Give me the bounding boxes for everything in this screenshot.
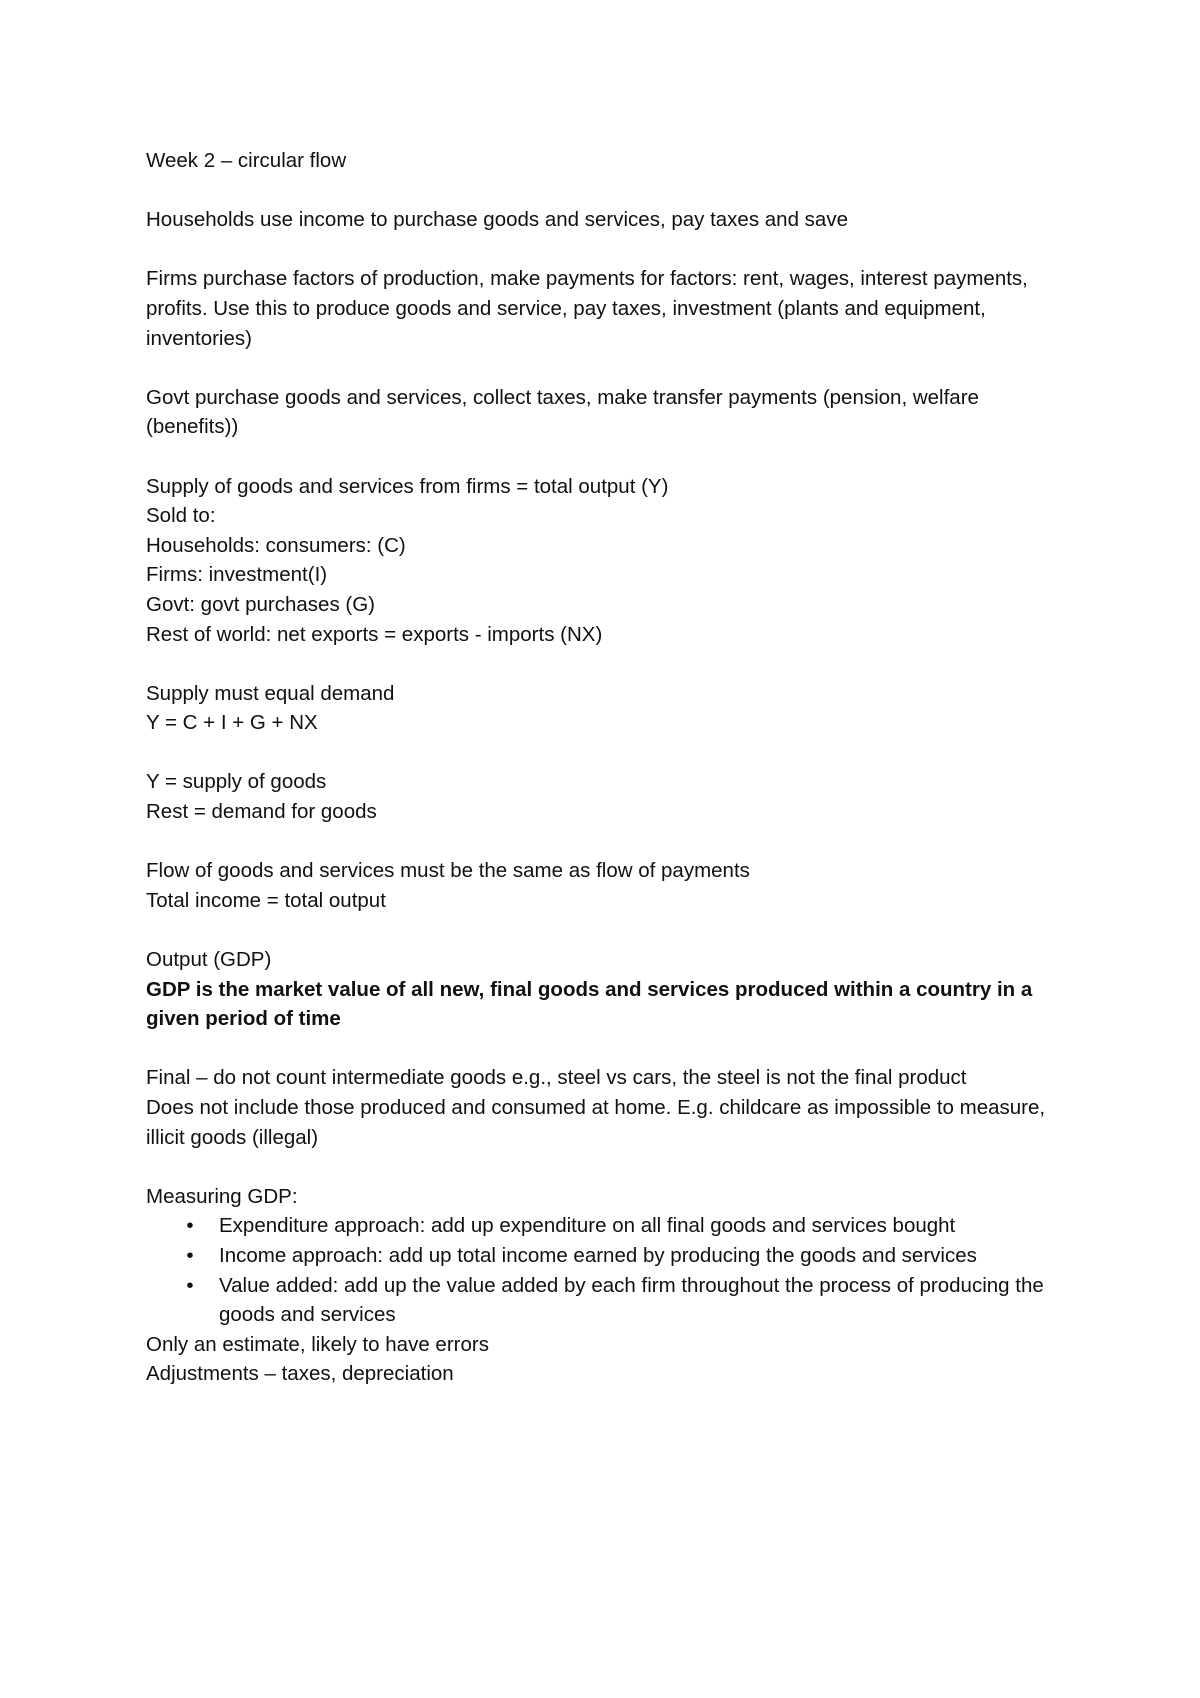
list-item-text: Expenditure approach: add up expenditure on all final goods and services bought (219, 1214, 956, 1238)
net-exports-line: Rest of world: net exports = exports - imports (NX) (146, 622, 603, 646)
measuring-list (146, 1211, 1071, 1329)
measuring-heading: Measuring GDP: (146, 1184, 298, 1208)
supply-demand-line: Supply must equal demand (146, 681, 395, 705)
gdp-block (146, 945, 1071, 1034)
list-item-expenditure (146, 1211, 1071, 1241)
gdp-definition: GDP is the market value of all new, final goods and services produced within a country in a given period of time (146, 977, 1033, 1031)
estimate-line: Only an estimate, likely to have errors (146, 1332, 489, 1356)
list-item-value-added (146, 1271, 1071, 1330)
list-item-text: Income approach: add up total income earned by producing the goods and services (219, 1243, 977, 1267)
list-item-text: Value added: add up the value added by each firm throughout the process of producing the goods and services (219, 1273, 1044, 1327)
rest-demand-line: Rest = demand for goods (146, 800, 377, 824)
y-definition-block (146, 767, 1071, 826)
households-paragraph: Households use income to purchase goods and services, pay taxes and save (146, 208, 848, 232)
supply-block (146, 472, 1071, 650)
measuring-block (146, 1182, 1071, 1389)
sold-to-line: Sold to: (146, 504, 216, 528)
final-block (146, 1063, 1071, 1152)
flow-line: Flow of goods and services must be the same as flow of payments (146, 859, 750, 883)
bullet-icon: • (186, 1214, 194, 1238)
supply-line: Supply of goods and services from firms = total output (Y) (146, 474, 669, 498)
adjustments-line: Adjustments – taxes, depreciation (146, 1362, 454, 1386)
flow-block (146, 856, 1071, 915)
govt-paragraph: Govt purchase goods and services, collect taxes, make transfer payments (pension, welfare (benefits)) (146, 385, 979, 439)
income-output-line: Total income = total output (146, 888, 386, 912)
gdp-equation: Y = C + I + G + NX (146, 711, 318, 735)
page-title: Week 2 – circular flow (146, 149, 347, 172)
y-supply-line: Y = supply of goods (146, 770, 327, 794)
output-heading: Output (GDP) (146, 948, 272, 972)
home-production-line: Does not include those produced and consumed at home. E.g. childcare as impossible to measure, illicit goods (illegal) (146, 1096, 1046, 1149)
firms-investment-line: Firms: investment(I) (146, 563, 328, 587)
document-body (146, 146, 1071, 1389)
equation-block (146, 679, 1071, 738)
households-consumers-line: Households: consumers: (C) (146, 533, 406, 557)
bullet-icon: • (186, 1273, 194, 1297)
final-line: Final – do not count intermediate goods e.g., steel vs cars, the steel is not the final product (146, 1066, 967, 1090)
list-item-income (146, 1241, 1071, 1271)
bullet-icon: • (186, 1243, 194, 1267)
firms-paragraph: Firms purchase factors of production, make payments for factors: rent, wages, interest payments, profits. Use this to produce goods and service, pay taxes, investment (plants and equipment, inventories) (146, 267, 1028, 350)
govt-purchases-line: Govt: govt purchases (G) (146, 592, 376, 616)
